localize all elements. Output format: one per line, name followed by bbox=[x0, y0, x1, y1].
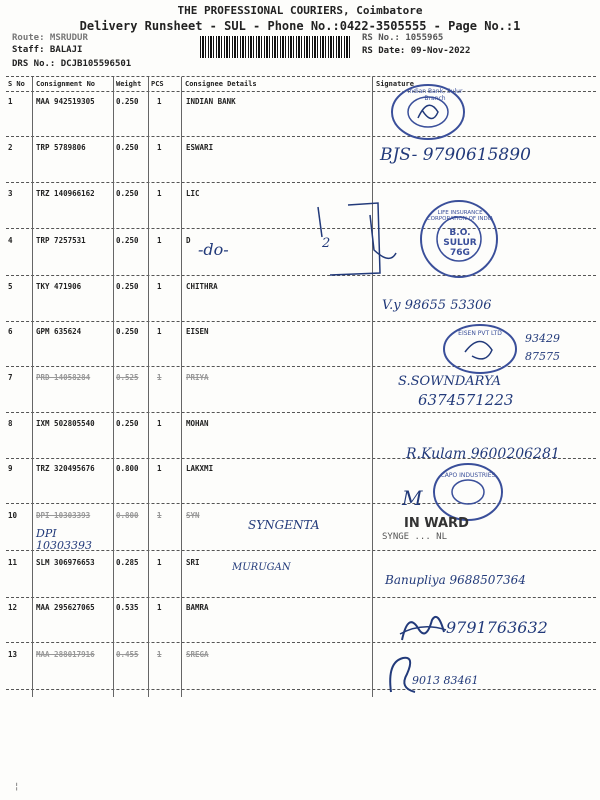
row-rule bbox=[6, 689, 596, 690]
row10-consignee-handwritten: SYNGENTA bbox=[248, 518, 320, 532]
col-divider bbox=[372, 77, 373, 697]
consignee-name: D bbox=[186, 236, 191, 245]
staff-label: Staff: BALAJI bbox=[12, 45, 83, 55]
column-rule bbox=[6, 91, 596, 92]
consignment-number: IXM 502805540 bbox=[36, 419, 95, 428]
row5-signature: V.y 98655 53306 bbox=[382, 298, 492, 313]
row-pieces: 1 bbox=[157, 236, 162, 245]
row-weight: 0.800 bbox=[116, 511, 139, 520]
row-pieces: 1 bbox=[157, 97, 162, 106]
consignee-name: EISEN bbox=[186, 327, 209, 336]
row-rule bbox=[6, 597, 596, 598]
row-sno: 3 bbox=[8, 189, 13, 198]
consignment-number: MAA 942519305 bbox=[36, 97, 95, 106]
company-title: THE PROFESSIONAL COURIERS, Coimbatore bbox=[177, 4, 423, 17]
header-rule bbox=[6, 76, 596, 77]
consignee-name: LIC bbox=[186, 189, 200, 198]
consignee-name: CHITHRA bbox=[186, 282, 218, 291]
row-pieces: 1 bbox=[157, 603, 162, 612]
consignment-number: GPM 635624 bbox=[36, 327, 82, 336]
runsheet-title: Delivery Runsheet - SUL - Phone No.:0422-3505555 - Page No.:1 bbox=[79, 19, 521, 33]
row9-signature: R.Kulam 9600206281 bbox=[406, 446, 560, 462]
row-pieces: 1 bbox=[157, 143, 162, 152]
row-sno: 11 bbox=[8, 558, 18, 567]
row-sno: 8 bbox=[8, 419, 13, 428]
lic-stamp-outer-text: LIFE INSURANCE CORPORATION OF INDIA bbox=[426, 210, 494, 222]
row13-phone: 9013 83461 bbox=[412, 674, 479, 687]
consignment-number: MAA 288017916 bbox=[36, 650, 95, 659]
row-weight: 0.455 bbox=[116, 650, 139, 659]
consignment-number: TRZ 320495676 bbox=[36, 464, 95, 473]
row-weight: 0.535 bbox=[116, 603, 139, 612]
row9-initial-mark: M bbox=[402, 486, 423, 510]
row12-scribble bbox=[398, 610, 448, 645]
consignment-number: PRD 14058284 bbox=[36, 373, 91, 382]
row-weight: 0.250 bbox=[116, 282, 139, 291]
consignment-number: TRP 7257531 bbox=[36, 236, 86, 245]
row-weight: 0.250 bbox=[116, 189, 139, 198]
capo-stamp-text: CAPO INDUSTRIES bbox=[440, 472, 496, 479]
rs-date: RS Date: 09-Nov-2022 bbox=[362, 46, 471, 56]
row10-sign-label: SYNGE ... NL bbox=[382, 532, 448, 542]
consignment-number: DPI 10303393 bbox=[36, 511, 91, 520]
row-weight: 0.285 bbox=[116, 558, 139, 567]
consignee-name: SYN bbox=[186, 511, 200, 520]
consignee-name: PRIYA bbox=[186, 373, 209, 382]
lic-stamp-inner-text: B.O. SULUR 76G bbox=[443, 228, 477, 258]
row11-signature: Banupliya 9688507364 bbox=[385, 573, 526, 587]
col-consignee: Consignee Details bbox=[185, 80, 257, 88]
row7-name: S.SOWNDARYA bbox=[398, 374, 502, 389]
row4-ditto: -do- bbox=[198, 240, 229, 259]
consignee-name: BAMRA bbox=[186, 603, 209, 612]
row-pieces: 1 bbox=[157, 464, 162, 473]
col-pcs: PCS bbox=[151, 80, 164, 88]
consignment-number: TRP 5789806 bbox=[36, 143, 86, 152]
route-label: Route: MSRUDUR bbox=[12, 33, 88, 43]
consignee-name: SREGA bbox=[186, 650, 209, 659]
row-weight: 0.250 bbox=[116, 97, 139, 106]
rs-number: RS No.: 1055965 bbox=[362, 33, 444, 43]
row-weight: 0.250 bbox=[116, 327, 139, 336]
row-sno: 12 bbox=[8, 603, 18, 612]
row-sno: 5 bbox=[8, 282, 13, 291]
row-pieces: 1 bbox=[157, 189, 162, 198]
row-pieces: 1 bbox=[157, 650, 162, 659]
row-pieces: 1 bbox=[157, 558, 162, 567]
row-sno: 9 bbox=[8, 464, 13, 473]
row-rule bbox=[6, 503, 596, 504]
col-divider bbox=[181, 77, 182, 697]
row11-consignee-handwritten: MURUGAN bbox=[232, 562, 291, 573]
row6-phone: 93429 87575 bbox=[525, 332, 560, 363]
row-weight: 0.800 bbox=[116, 464, 139, 473]
row4-bracket-marks bbox=[300, 195, 390, 280]
row4-count: 2 bbox=[322, 236, 331, 251]
consignee-name: ESWARI bbox=[186, 143, 214, 152]
consignee-name: MOHAN bbox=[186, 419, 209, 428]
row-sno: 13 bbox=[8, 650, 18, 659]
row-sno: 1 bbox=[8, 97, 13, 106]
drs-number: DRS No.: DCJB105596501 bbox=[12, 59, 132, 69]
page-mark: ¦ bbox=[14, 782, 20, 792]
inward-stamp: IN WARD bbox=[404, 516, 469, 531]
row-pieces: 1 bbox=[157, 511, 162, 520]
row-rule bbox=[6, 412, 596, 413]
row-rule bbox=[6, 642, 596, 643]
row-rule bbox=[6, 182, 596, 183]
row-weight: 0.525 bbox=[116, 373, 139, 382]
row-weight: 0.250 bbox=[116, 236, 139, 245]
row-weight: 0.250 bbox=[116, 419, 139, 428]
col-divider bbox=[148, 77, 149, 697]
col-divider bbox=[32, 77, 33, 697]
row-sno: 4 bbox=[8, 236, 13, 245]
col-weight: Weight bbox=[116, 80, 142, 88]
row-pieces: 1 bbox=[157, 327, 162, 336]
row-pieces: 1 bbox=[157, 282, 162, 291]
consignee-name: INDIAN BANK bbox=[186, 97, 236, 106]
barcode bbox=[200, 36, 350, 58]
col-consignment: Consignment No bbox=[36, 80, 96, 88]
row-pieces: 1 bbox=[157, 419, 162, 428]
row-sno: 7 bbox=[8, 373, 13, 382]
consignment-number: SLM 306976653 bbox=[36, 558, 95, 567]
eisen-stamp-text: EISEN PVT LTD bbox=[458, 330, 502, 337]
col-sno: S No bbox=[8, 80, 25, 88]
row-weight: 0.250 bbox=[116, 143, 139, 152]
row-sno: 6 bbox=[8, 327, 13, 336]
row-sno: 2 bbox=[8, 143, 13, 152]
indian-bank-stamp-text: Indian Bank, Sulur Branch bbox=[407, 88, 463, 102]
col-signature: Signature bbox=[376, 80, 414, 88]
col-divider bbox=[113, 77, 114, 697]
consignment-number: TKY 471906 bbox=[36, 282, 82, 291]
consignment-number: TRZ 140966162 bbox=[36, 189, 95, 198]
row12-phone: 9791763632 bbox=[446, 618, 548, 637]
row10-consignment-handwritten: DPI 10303393 bbox=[36, 527, 92, 552]
row2-signature: BJS- 9790615890 bbox=[380, 145, 531, 165]
consignee-name: SRI bbox=[186, 558, 200, 567]
row7-phone: 6374571223 bbox=[418, 391, 514, 409]
consignee-name: LAKXMI bbox=[186, 464, 214, 473]
row-sno: 10 bbox=[8, 511, 18, 520]
row-rule bbox=[6, 136, 596, 137]
consignment-number: MAA 295627065 bbox=[36, 603, 95, 612]
capo-stamp bbox=[432, 462, 504, 522]
row-pieces: 1 bbox=[157, 373, 162, 382]
